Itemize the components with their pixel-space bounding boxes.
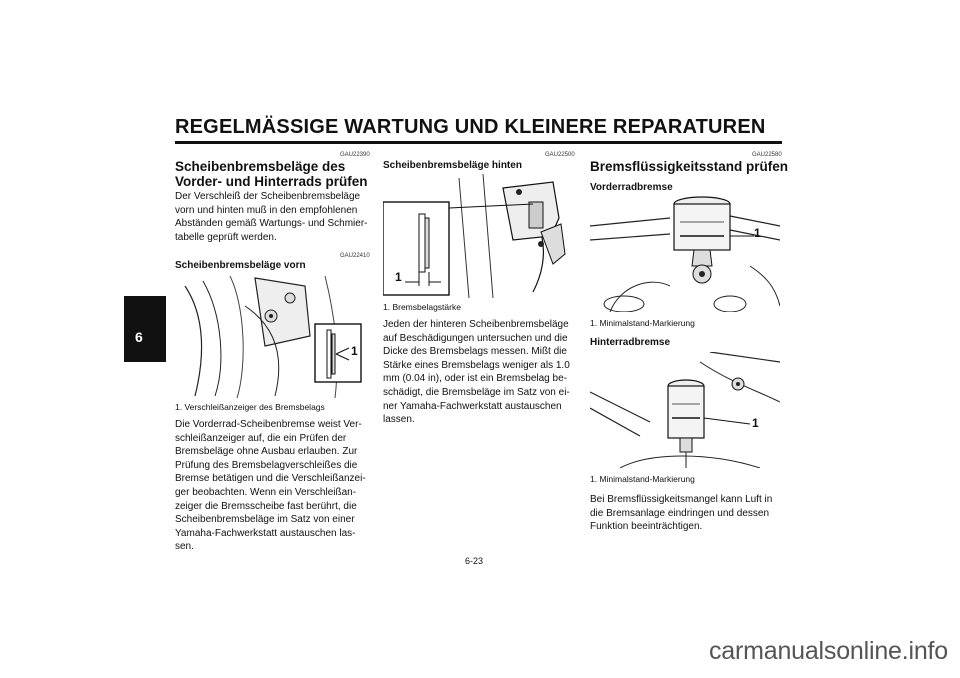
text-line: schleißanzeiger auf, die ein Prüfen der bbox=[175, 432, 347, 444]
figure-caption: 1. Bremsbelagstärke bbox=[383, 302, 461, 312]
page-title: REGELMÄSSIGE WARTUNG UND KLEINERE REPARATUREN bbox=[175, 116, 766, 138]
text-line: Prüfung des Bremsbelagverschleißes die bbox=[175, 459, 358, 471]
text-line: Bremsbeläge ohne Ausbau erlauben. Zur bbox=[175, 446, 358, 458]
front-reservoir-illustration bbox=[590, 196, 780, 312]
figure-rear-brake-pads bbox=[383, 174, 573, 298]
page-number: 6-23 bbox=[465, 556, 484, 566]
body-paragraph bbox=[590, 493, 772, 534]
subheading-front-pads: Scheibenbremsbeläge vorn bbox=[175, 260, 306, 271]
figure-caption: 1. Minimalstand-Markierung bbox=[590, 318, 695, 328]
text-line: tabelle geprüft werden. bbox=[175, 231, 277, 243]
text-line: Funktion beeinträchtigen. bbox=[590, 521, 703, 533]
text-line: ner Yamaha-Fachwerkstatt austauschen bbox=[383, 400, 562, 412]
rear-brake-illustration bbox=[383, 174, 573, 298]
figure-callout-label: 1 bbox=[351, 344, 358, 358]
text-line: die Bremsanlage eindringen und dessen bbox=[590, 507, 770, 519]
figure-rear-reservoir bbox=[590, 352, 780, 468]
front-brake-illustration bbox=[175, 276, 365, 398]
text-line: ger beobachten. Wenn ein Verschleißan- bbox=[175, 486, 357, 498]
chapter-number: 6 bbox=[135, 329, 143, 345]
figure-front-brake-pads bbox=[175, 276, 365, 398]
text-line: Der Verschleiß der Scheibenbremsbeläge bbox=[175, 191, 361, 202]
text-line: auf Beschädigungen untersuchen und die bbox=[383, 332, 568, 344]
figure-caption: 1. Verschleißanzeiger des Bremsbelags bbox=[175, 402, 325, 412]
text-line: Scheibenbremsbeläge im Satz von einer bbox=[175, 514, 355, 526]
heading-line: Vorder- und Hinterrads prüfen bbox=[175, 174, 368, 189]
section-heading-brake-fluid: Bremsflüssigkeitsstand prüfen bbox=[590, 159, 789, 174]
text-line: Dicke des Bremsbelags messen. Mißt die bbox=[383, 346, 567, 358]
text-line: Jeden der hinteren Scheibenbremsbeläge bbox=[383, 319, 569, 330]
heading-line: Scheibenbremsbeläge des bbox=[175, 159, 346, 174]
text-line: vorn und hinten muß in den empfohlenen bbox=[175, 204, 358, 216]
intro-paragraph bbox=[175, 190, 368, 244]
chapter-tab bbox=[124, 296, 166, 362]
text-line: zeiger die Bremsscheibe fast berührt, die bbox=[175, 500, 357, 512]
text-line: Bremse betätigen und die Verschleißanzei- bbox=[175, 473, 366, 485]
figure-callout-label: 1 bbox=[754, 226, 761, 240]
figure-front-reservoir bbox=[590, 196, 780, 312]
text-line: Abständen gemäß Wartungs- und Schmier- bbox=[175, 218, 368, 230]
section-code: GAU22410 bbox=[340, 253, 370, 259]
body-paragraph bbox=[383, 318, 570, 427]
section-heading-brake-pads bbox=[175, 159, 368, 189]
section-code: GAU22580 bbox=[752, 152, 782, 158]
watermark: carmanualsonline.info bbox=[708, 637, 948, 665]
text-line: mm (0.04 in), oder ist ein Bremsbelag be- bbox=[383, 373, 567, 385]
figure-callout-label: 1 bbox=[752, 416, 759, 430]
text-line: Die Vorderrad-Scheibenbremse weist Ver- bbox=[175, 419, 362, 430]
text-line: Yamaha-Fachwerkstatt austauschen las- bbox=[175, 527, 356, 539]
figure-caption: 1. Minimalstand-Markierung bbox=[590, 474, 695, 484]
subheading-front-brake: Vorderradbremse bbox=[590, 182, 673, 193]
subheading-rear-brake: Hinterradbremse bbox=[590, 337, 671, 348]
figure-callout-label: 1 bbox=[395, 270, 402, 284]
body-paragraph bbox=[175, 418, 366, 554]
section-code: GAU22390 bbox=[340, 152, 370, 158]
title-rule bbox=[175, 141, 782, 144]
text-line: Stärke eines Bremsbelags weniger als 1.0 bbox=[383, 359, 570, 371]
text-line: lassen. bbox=[383, 414, 415, 426]
text-line: Bei Bremsflüssigkeitsmangel kann Luft in bbox=[590, 494, 773, 505]
rear-reservoir-illustration bbox=[590, 352, 780, 468]
text-line: schädigt, die Bremsbeläge im Satz von ei- bbox=[383, 386, 570, 398]
subheading-rear-pads: Scheibenbremsbeläge hinten bbox=[383, 160, 522, 171]
text-line: sen. bbox=[175, 541, 194, 553]
section-code: GAU22500 bbox=[545, 152, 575, 158]
